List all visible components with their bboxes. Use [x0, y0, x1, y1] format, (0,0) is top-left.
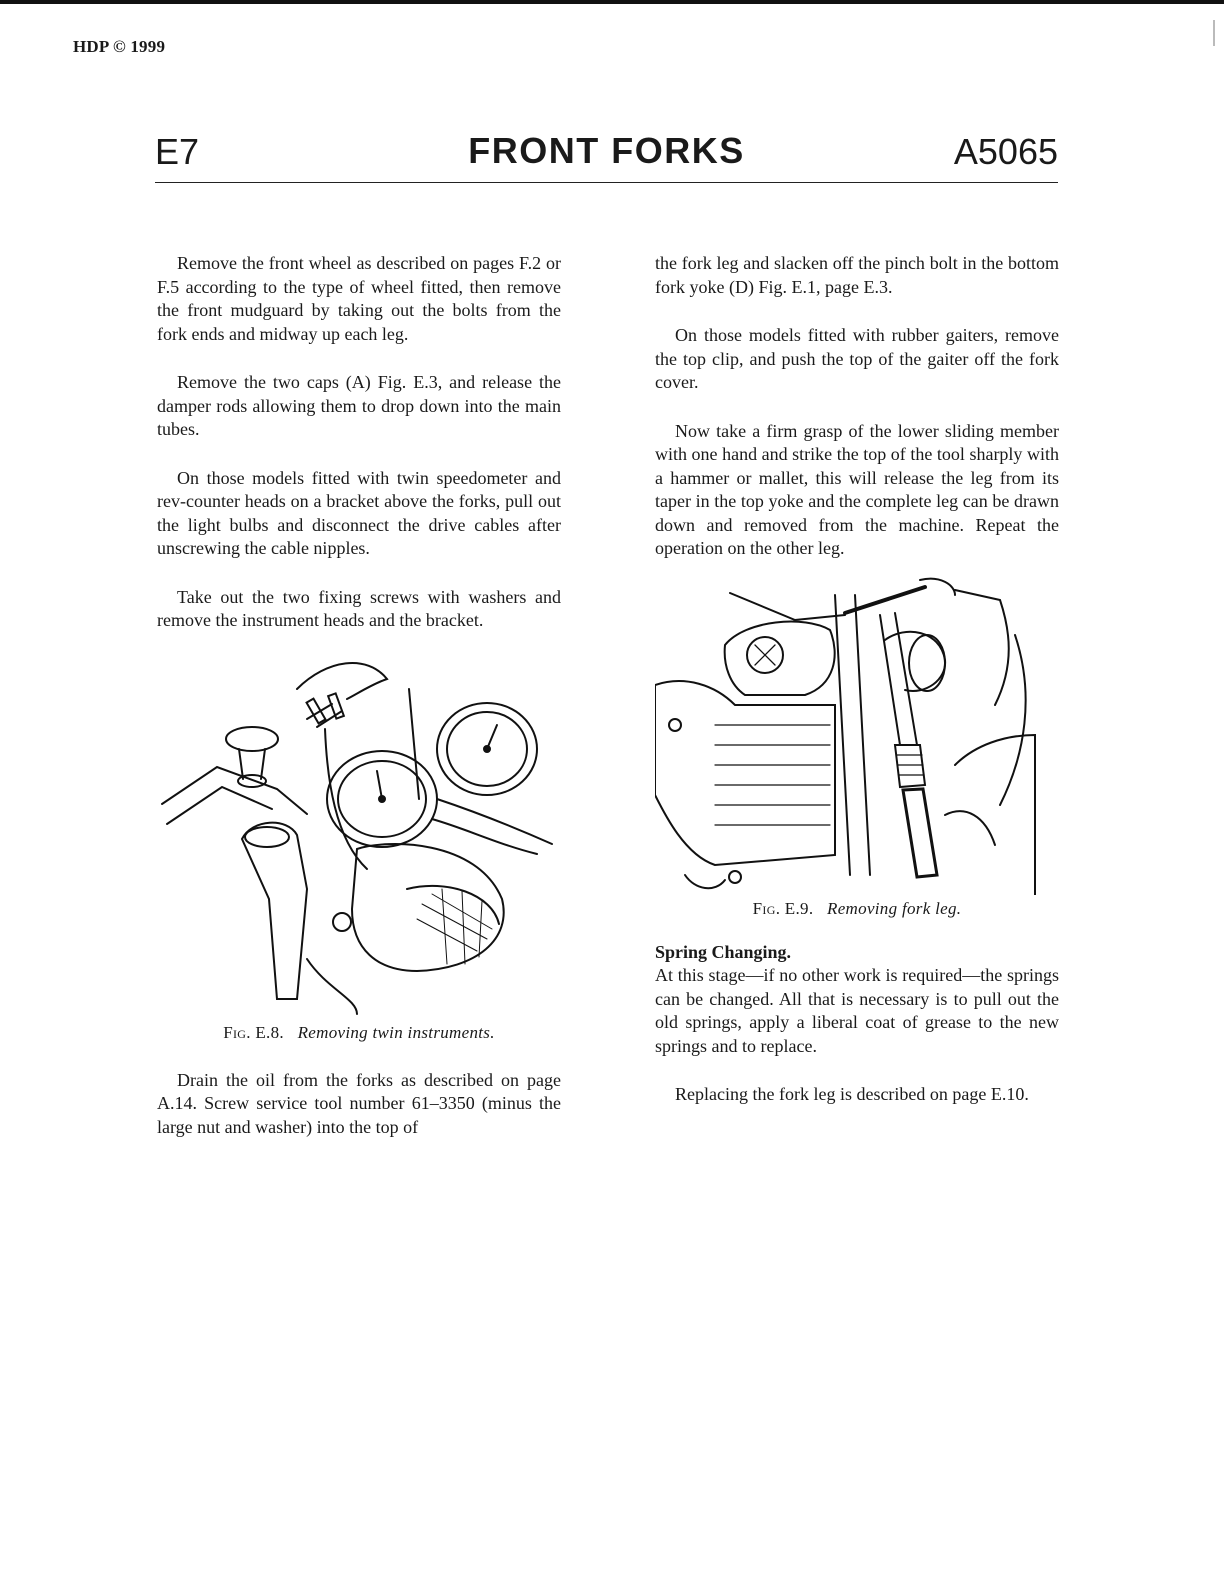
fig-e8-caption — [157, 1023, 561, 1043]
paragraph: At this stage—if no other work is required—the springs can be changed. All that is necessary is to pull out the old springs, apply a liberal coat of grease to the new springs and to replace. — [655, 965, 1059, 1056]
paragraph: Take out the two fixing screws with washers and remove the instrument heads and the bracket. — [157, 586, 561, 630]
fig-e9-fork-leg-illustration — [655, 575, 1059, 895]
paragraph: Replacing the fork leg is described on page E.10. — [675, 1084, 1029, 1104]
section-heading-spring-changing: Spring Changing. — [655, 941, 792, 962]
page-code: E7 — [155, 131, 200, 172]
page-title: FRONT FORKS — [468, 130, 745, 171]
scan-edge — [0, 0, 1224, 4]
right-column — [655, 252, 1059, 1132]
left-column — [157, 252, 561, 1164]
figure-caption-text: Removing fork leg. — [827, 898, 962, 918]
fig-e8-twin-instruments-illustration — [157, 639, 561, 1019]
paragraph: Remove the two caps (A) Fig. E.3, and release the damper rods allowing them to drop down into the main tubes. — [157, 372, 561, 439]
page-header — [155, 126, 1058, 183]
copyright-notice: HDP © 1999 — [73, 37, 166, 56]
figure-label: Fig. E.8. — [223, 1022, 284, 1042]
fig-e9-caption — [655, 899, 1059, 919]
part-number: A5065 — [953, 131, 1058, 172]
paragraph: Drain the oil from the forks as described on page A.14. Screw service tool number 61–3350 (minus the large nut and washer) into the top of — [157, 1069, 561, 1137]
fig-e9-wrapper — [655, 575, 1059, 919]
figure-label: Fig. E.9. — [752, 898, 814, 918]
paragraph: the fork leg and slacken off the pinch bolt in the bottom fork yoke (D) Fig. E.1, page E.3. — [655, 253, 1059, 297]
paragraph: Remove the front wheel as described on pages F.2 or F.5 according to the type of wheel fitted, then remove the front mudguard by taking out the bolts from the fork ends and midway up each leg. — [157, 253, 561, 344]
scan-mark — [1213, 20, 1215, 46]
figure-caption-text: Removing twin instruments. — [297, 1022, 495, 1042]
paragraph: On those models fitted with rubber gaiters, remove the top clip, and push the top of the gaiter off the fork cover. — [655, 325, 1059, 392]
paragraph: On those models fitted with twin speedometer and rev-counter heads on a bracket above the forks, pull out the light bulbs and disconnect the drive cables after unscrewing the cable nipples. — [157, 467, 561, 558]
paragraph: Now take a firm grasp of the lower sliding member with one hand and strike the top of the tool sharply with a hammer or mallet, this will release the leg from its taper in the top yoke and the complete leg can be drawn down and removed from the machine. Repeat the operation on the other leg. — [655, 420, 1059, 558]
